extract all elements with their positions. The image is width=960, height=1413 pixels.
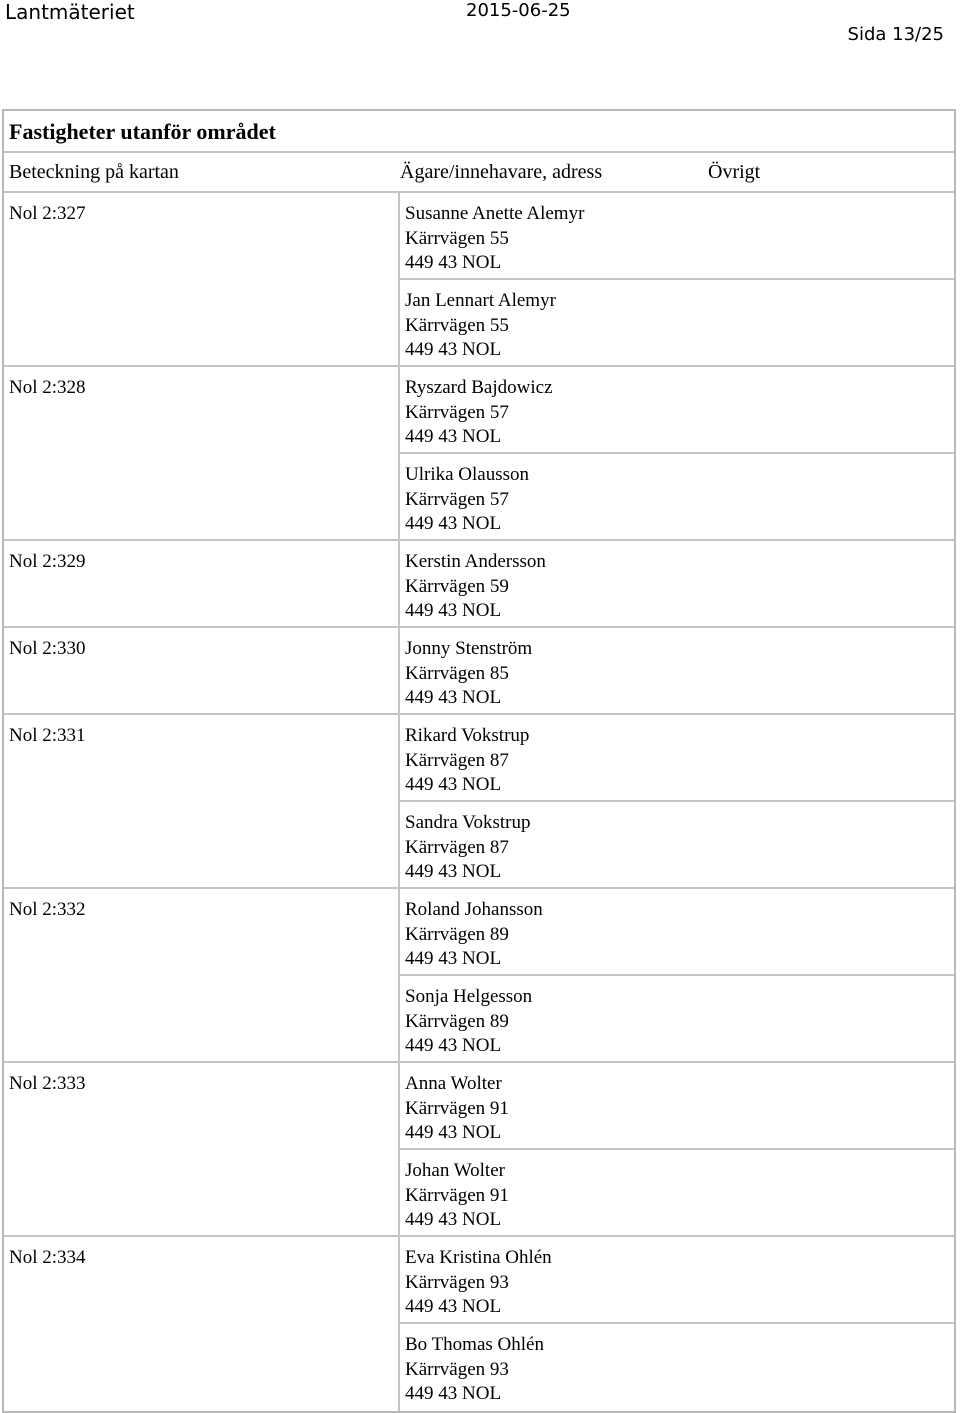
owner-street: Kärrvägen 89 [405,1010,509,1032]
owner-name: Johan Wolter [405,1160,505,1181]
owner-street: Kärrvägen 91 [405,1097,509,1119]
owner-post: 449 43 NOL [405,513,502,534]
beteckning-cell: Nol 2:328 [9,377,86,398]
owner-post: 449 43 NOL [405,1383,502,1404]
owner-post: 449 43 NOL [405,861,502,882]
owner-address [405,202,584,276]
owner-post: 449 43 NOL [405,339,502,360]
owner-cell [398,889,954,976]
owner-cell [398,454,954,541]
owner-street: Kärrvägen 93 [405,1271,509,1293]
beteckning-cell: Nol 2:334 [9,1247,86,1268]
owner-cell [398,802,954,889]
owner-post: 449 43 NOL [405,426,502,447]
owner-address [405,1333,544,1407]
owner-post: 449 43 NOL [405,1296,502,1317]
owner-street: Kärrvägen 59 [405,575,509,597]
owner-post: 449 43 NOL [405,600,502,621]
owner-post: 449 43 NOL [405,687,502,708]
owner-street: Kärrvägen 91 [405,1184,509,1206]
column-header-beteckning: Beteckning på kartan [9,161,179,183]
beteckning-cell: Nol 2:327 [9,203,86,224]
table-row [4,715,954,802]
owner-name: Rikard Vokstrup [405,725,530,746]
table-title-row [4,111,954,153]
owner-street: Kärrvägen 55 [405,227,509,249]
owner-name: Susanne Anette Alemyr [405,203,585,224]
owner-address [405,898,543,972]
table-row [4,1063,954,1150]
owner-name: Eva Kristina Ohlén [405,1247,552,1268]
owner-name: Ryszard Bajdowicz [405,377,553,398]
owner-address [405,376,553,450]
owner-cell [398,1237,954,1324]
table-body [4,193,954,1411]
page-header [0,0,960,60]
owner-cell [398,976,954,1063]
organization-name: Lantmäteriet [5,0,135,24]
owner-address [405,550,546,624]
owner-name: Ulrika Olausson [405,464,530,485]
owner-cell [398,1324,954,1411]
table-row [4,280,954,367]
owner-street: Kärrvägen 87 [405,749,509,771]
table-row [4,976,954,1063]
owner-address [405,289,556,363]
owner-post: 449 43 NOL [405,948,502,969]
beteckning-cell: Nol 2:332 [9,899,86,920]
table-row [4,628,954,715]
table-row [4,541,954,628]
owner-cell [398,367,954,454]
owner-cell [398,541,954,628]
owner-street: Kärrvägen 55 [405,314,509,336]
owner-cell [398,628,954,715]
table-header-row [4,153,954,193]
table-row [4,1150,954,1237]
owner-post: 449 43 NOL [405,1035,502,1056]
owner-name: Sonja Helgesson [405,986,533,1007]
table-row [4,802,954,889]
owner-name: Jan Lennart Alemyr [405,290,556,311]
owner-address [405,724,529,798]
beteckning-cell: Nol 2:329 [9,551,86,572]
column-header-ovrigt: Övrigt [708,161,761,183]
owner-address [405,1159,509,1233]
owner-street: Kärrvägen 89 [405,923,509,945]
owner-street: Kärrvägen 85 [405,662,509,684]
owner-cell [398,715,954,802]
owner-post: 449 43 NOL [405,1209,502,1230]
column-header-agare: Ägare/innehavare, adress [400,161,603,183]
table-title: Fastigheter utanför området [9,119,276,144]
owner-cell [398,280,954,367]
owner-address [405,1246,552,1320]
owner-name: Sandra Vokstrup [405,812,531,833]
table-row [4,367,954,454]
owner-address [405,985,532,1059]
owner-cell [398,1150,954,1237]
table-row [4,1237,954,1324]
properties-table [2,109,956,1413]
owner-street: Kärrvägen 57 [405,488,509,510]
table-row [4,454,954,541]
owner-name: Roland Johansson [405,899,543,920]
beteckning-cell: Nol 2:330 [9,638,86,659]
owner-post: 449 43 NOL [405,774,502,795]
owner-name: Kerstin Andersson [405,551,546,572]
document-date: 2015-06-25 [466,0,571,21]
table-row [4,193,954,280]
owner-address [405,463,529,537]
beteckning-cell: Nol 2:333 [9,1073,86,1094]
owner-address [405,811,530,885]
owner-address [405,1072,509,1146]
owner-post: 449 43 NOL [405,252,502,273]
table-row [4,889,954,976]
owner-name: Jonny Stenström [405,638,533,659]
owner-name: Anna Wolter [405,1073,502,1094]
owner-cell [398,193,954,280]
owner-street: Kärrvägen 57 [405,401,509,423]
owner-street: Kärrvägen 87 [405,836,509,858]
owner-street: Kärrvägen 93 [405,1358,509,1380]
owner-name: Bo Thomas Ohlén [405,1334,544,1355]
beteckning-cell: Nol 2:331 [9,725,86,746]
owner-address [405,637,532,711]
page-number: Sida 13/25 [847,24,944,45]
owner-post: 449 43 NOL [405,1122,502,1143]
table-row [4,1324,954,1411]
owner-cell [398,1063,954,1150]
